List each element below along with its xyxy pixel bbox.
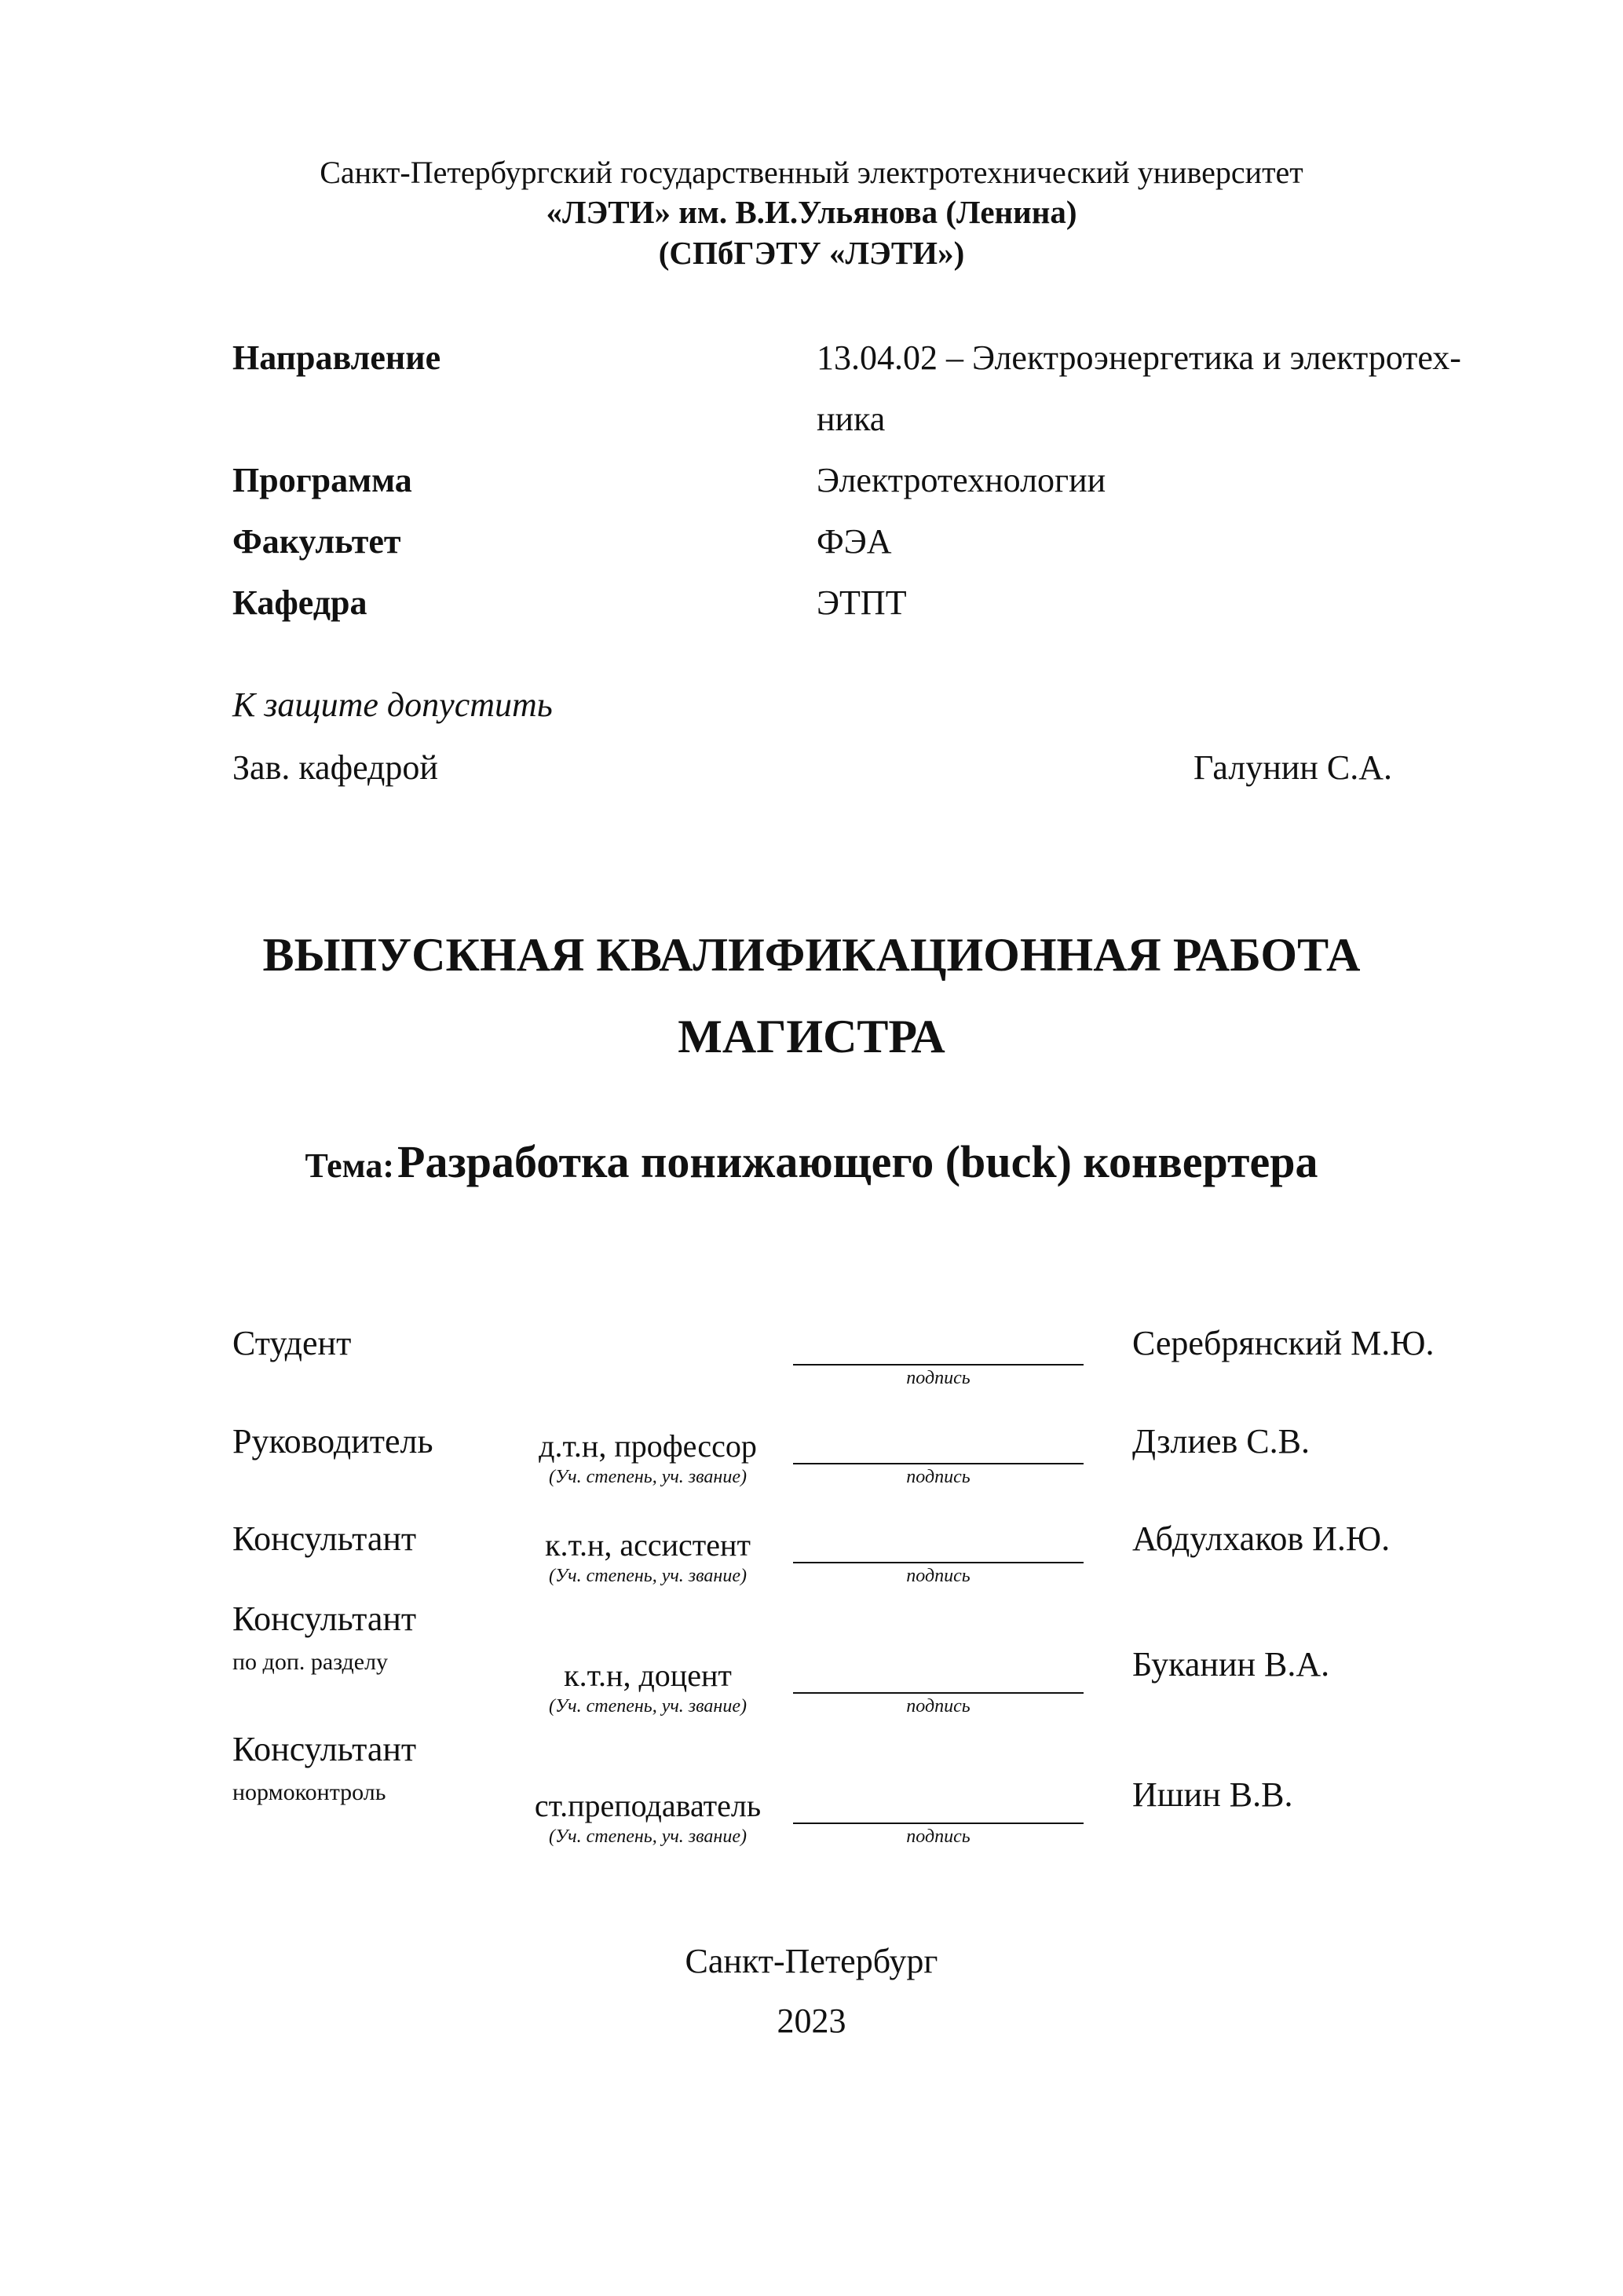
- signature-hint: подпись: [906, 1467, 971, 1487]
- topic-text: Разработка понижающего (buck) конвертера: [397, 1136, 1318, 1187]
- signature-hint: подпись: [906, 1566, 971, 1586]
- signature-line: [793, 1823, 1084, 1824]
- footer-year: 2023: [777, 2002, 846, 2040]
- signature-role-student: Студент: [232, 1324, 352, 1362]
- direction-value-continued: ника: [817, 400, 886, 438]
- signature-degree: д.т.н, профессор: [539, 1428, 757, 1464]
- signature-name: Серебрянский М.Ю.: [1132, 1324, 1435, 1362]
- department-label: Кафедра: [232, 583, 367, 622]
- program-value: Электротехнологии: [817, 461, 1106, 499]
- signature-line: [793, 1562, 1084, 1563]
- signature-line: [793, 1692, 1084, 1694]
- thesis-topic: [0, 1135, 1623, 1188]
- university-name: Санкт-Петербургский государственный электротехнический университет: [320, 155, 1303, 190]
- admission-role: Зав. кафедрой: [232, 748, 438, 787]
- direction-value: 13.04.02 – Электроэнергетика и электротех-: [817, 338, 1461, 377]
- signature-name: Дзлиев С.В.: [1132, 1422, 1310, 1461]
- signature-subrole: по доп. разделу: [232, 1649, 389, 1675]
- department-value: ЭТПТ: [817, 583, 907, 622]
- signature-role-consultant-normocontrol: Консультант: [232, 1730, 417, 1768]
- signature-degree-hint: (Уч. степень, уч. звание): [549, 1826, 747, 1847]
- footer-city: Санкт-Петербург: [685, 1942, 938, 1980]
- university-short-name: «ЛЭТИ» им. В.И.Ульянова (Ленина): [546, 194, 1077, 230]
- signature-degree-hint: (Уч. степень, уч. звание): [549, 1467, 747, 1487]
- signature-degree-hint: (Уч. степень, уч. звание): [549, 1566, 747, 1586]
- signature-line: [793, 1463, 1084, 1464]
- program-label: Программа: [232, 461, 412, 499]
- signature-hint: подпись: [906, 1826, 971, 1847]
- signature-degree-hint: (Уч. степень, уч. звание): [549, 1696, 747, 1717]
- signature-line: [793, 1364, 1084, 1366]
- faculty-label: Факультет: [232, 522, 401, 561]
- signature-hint: подпись: [906, 1696, 971, 1717]
- signature-hint: подпись: [906, 1368, 971, 1388]
- topic-label: Тема:: [305, 1146, 395, 1185]
- signature-name: Абдулхаков И.Ю.: [1132, 1519, 1391, 1558]
- thesis-title-line2: МАГИСТРА: [678, 1011, 945, 1062]
- signature-role-consultant-additional: Консультант: [232, 1600, 417, 1638]
- signature-subrole: нормоконтроль: [232, 1779, 386, 1805]
- signature-degree: к.т.н, доцент: [564, 1658, 732, 1693]
- university-abbreviation: (СПбГЭТУ «ЛЭТИ»): [658, 235, 965, 271]
- signature-role-supervisor: Руководитель: [232, 1422, 433, 1461]
- thesis-title-line1: ВЫПУСКНАЯ КВАЛИФИКАЦИОННАЯ РАБОТА: [262, 929, 1361, 981]
- admission-name: Галунин С.А.: [1193, 748, 1392, 787]
- signature-degree: ст.преподаватель: [534, 1788, 762, 1823]
- signature-name: Буканин В.А.: [1132, 1645, 1330, 1684]
- signature-name: Ишин В.В.: [1132, 1775, 1293, 1814]
- signature-degree: к.т.н, ассистент: [545, 1527, 751, 1563]
- admission-title: К защите допустить: [232, 686, 553, 724]
- signature-role-consultant: Консультант: [232, 1519, 417, 1558]
- faculty-value: ФЭА: [817, 522, 892, 561]
- direction-label: Направление: [232, 338, 441, 377]
